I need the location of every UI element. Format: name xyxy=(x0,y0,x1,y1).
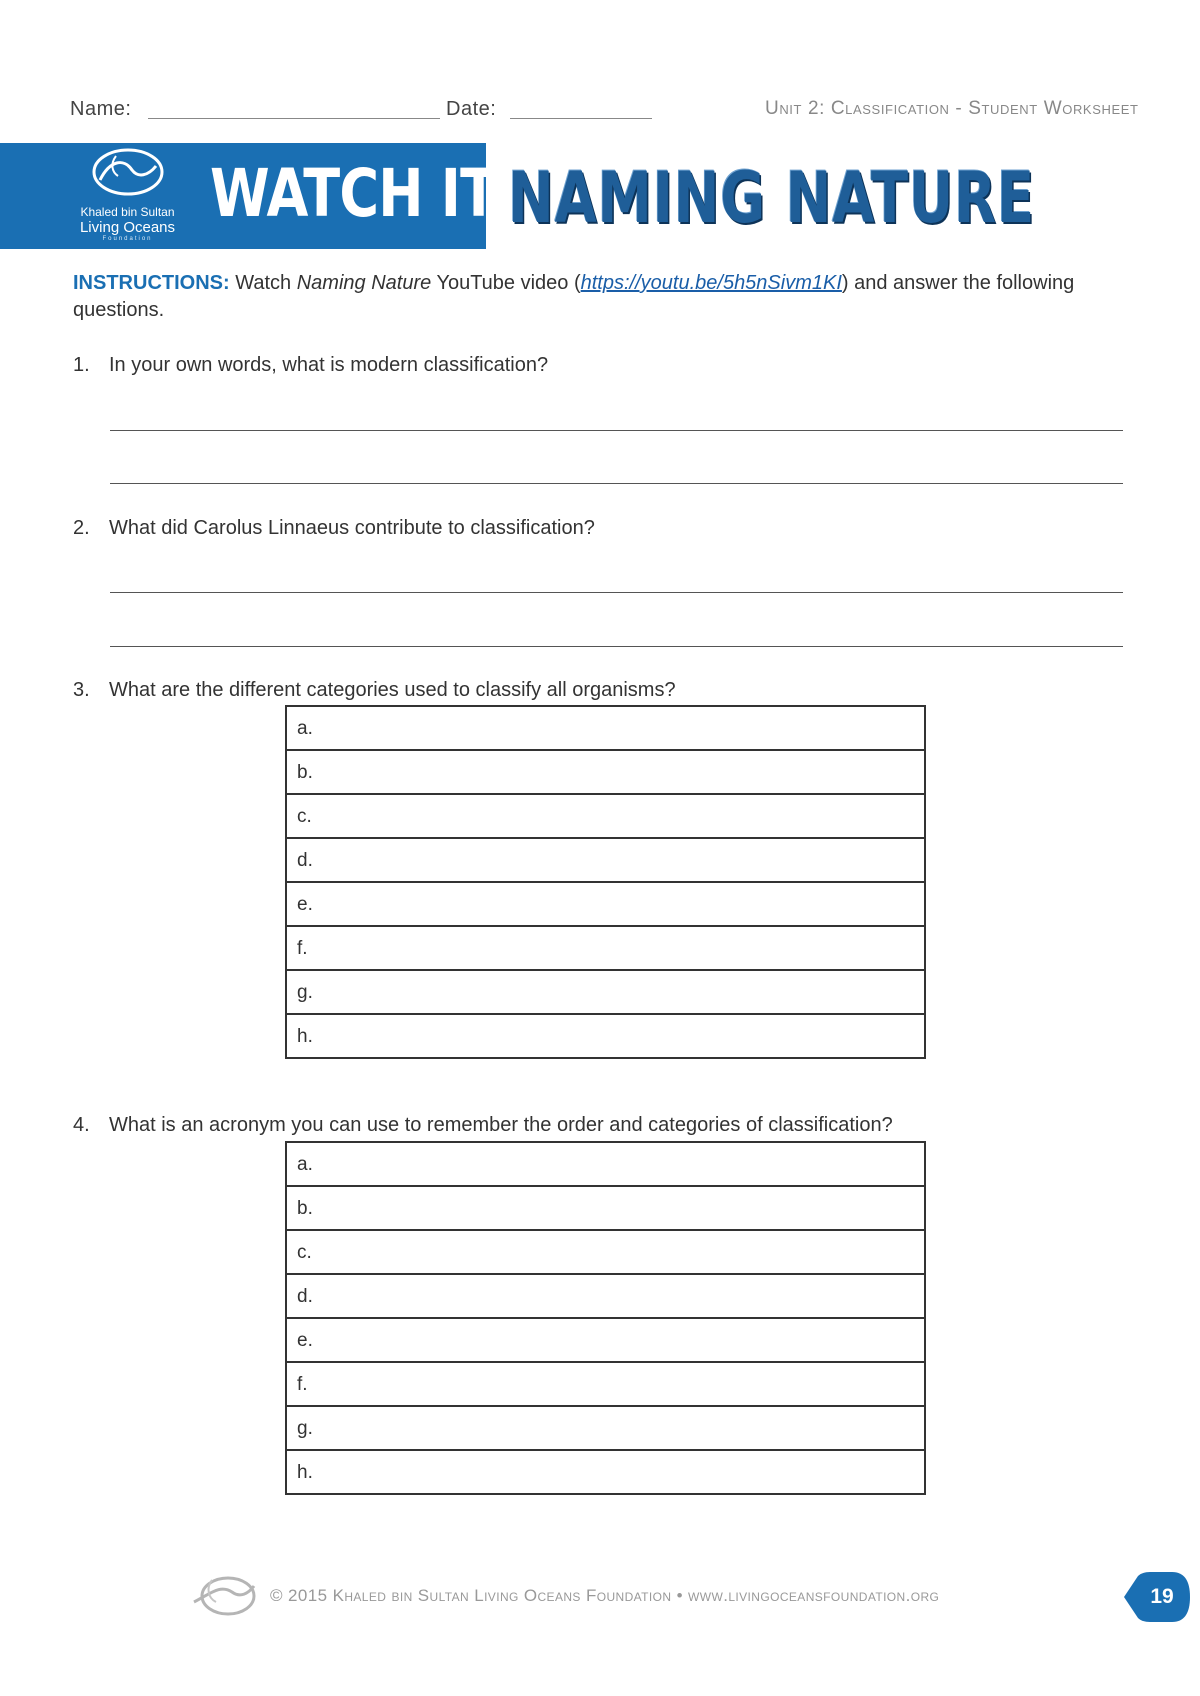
instructions xyxy=(73,270,1113,324)
logo-line3: Foundation xyxy=(102,236,153,242)
date-field-line[interactable] xyxy=(510,118,652,119)
table-row[interactable]: e. xyxy=(287,1319,924,1363)
worksheet-title: NAMING NATURE xyxy=(508,157,1035,239)
table-row[interactable]: a. xyxy=(287,1143,924,1187)
watch-it-heading: WATCH IT! xyxy=(210,155,521,232)
table-row[interactable]: a. xyxy=(287,707,924,751)
table-row[interactable]: b. xyxy=(287,751,924,795)
answer-line[interactable] xyxy=(110,646,1123,647)
answer-line[interactable] xyxy=(110,483,1123,484)
table-row[interactable]: h. xyxy=(287,1015,924,1059)
table-row[interactable]: d. xyxy=(287,1275,924,1319)
table-row[interactable]: f. xyxy=(287,927,924,971)
table-row[interactable]: h. xyxy=(287,1451,924,1495)
table-row[interactable]: d. xyxy=(287,839,924,883)
table-row[interactable]: b. xyxy=(287,1187,924,1231)
question-2 xyxy=(73,517,595,540)
footer-logo-icon xyxy=(190,1572,260,1620)
table-row[interactable]: c. xyxy=(287,1231,924,1275)
footer-copyright: © 2015 Khaled bin Sultan Living Oceans Foundation • www.livingoceansfoundation.org xyxy=(270,1586,940,1605)
question-number: 4. xyxy=(73,1114,90,1136)
table-row[interactable]: g. xyxy=(287,1407,924,1451)
unit-title: Unit 2: Classification - Student Worksheet xyxy=(765,98,1139,119)
table-row[interactable]: e. xyxy=(287,883,924,927)
foundation-logo xyxy=(70,146,185,246)
instructions-label: INSTRUCTIONS: xyxy=(73,272,230,294)
table-row[interactable]: f. xyxy=(287,1363,924,1407)
question-number: 3. xyxy=(73,679,90,701)
date-label: Date: xyxy=(446,98,497,120)
page-number: 19 xyxy=(1150,1585,1174,1608)
question-4 xyxy=(73,1114,893,1137)
video-link[interactable]: https://youtu.be/5h5nSivm1KI xyxy=(580,272,842,294)
instructions-text-before: Watch xyxy=(229,272,297,294)
instructions-text-middle: YouTube video ( xyxy=(431,272,581,294)
name-field-line[interactable] xyxy=(148,118,440,119)
answer-line[interactable] xyxy=(110,430,1123,431)
page-number-badge xyxy=(1124,1572,1190,1622)
question-number: 1. xyxy=(73,354,90,376)
question-text: In your own words, what is modern classification? xyxy=(109,354,549,376)
instructions-text-after: ) and answer the following questions. xyxy=(73,272,1075,321)
logo-line1: Khaled bin Sultan xyxy=(80,205,175,219)
question-number: 2. xyxy=(73,517,90,539)
question-text: What are the different categories used to classify all organisms? xyxy=(109,679,676,701)
question-3 xyxy=(73,679,676,702)
answer-line[interactable] xyxy=(110,592,1123,593)
acronym-table xyxy=(285,1141,926,1495)
categories-table xyxy=(285,705,926,1059)
video-title: Naming Nature xyxy=(296,272,432,294)
wave-logo-icon xyxy=(88,146,168,198)
name-label: Name: xyxy=(70,98,132,120)
logo-line2: Living Oceans xyxy=(79,219,176,236)
table-row[interactable]: c. xyxy=(287,795,924,839)
table-row[interactable]: g. xyxy=(287,971,924,1015)
question-1 xyxy=(73,354,548,377)
question-text: What did Carolus Linnaeus contribute to classification? xyxy=(109,517,595,539)
question-text: What is an acronym you can use to remember the order and categories of classification? xyxy=(109,1114,893,1136)
